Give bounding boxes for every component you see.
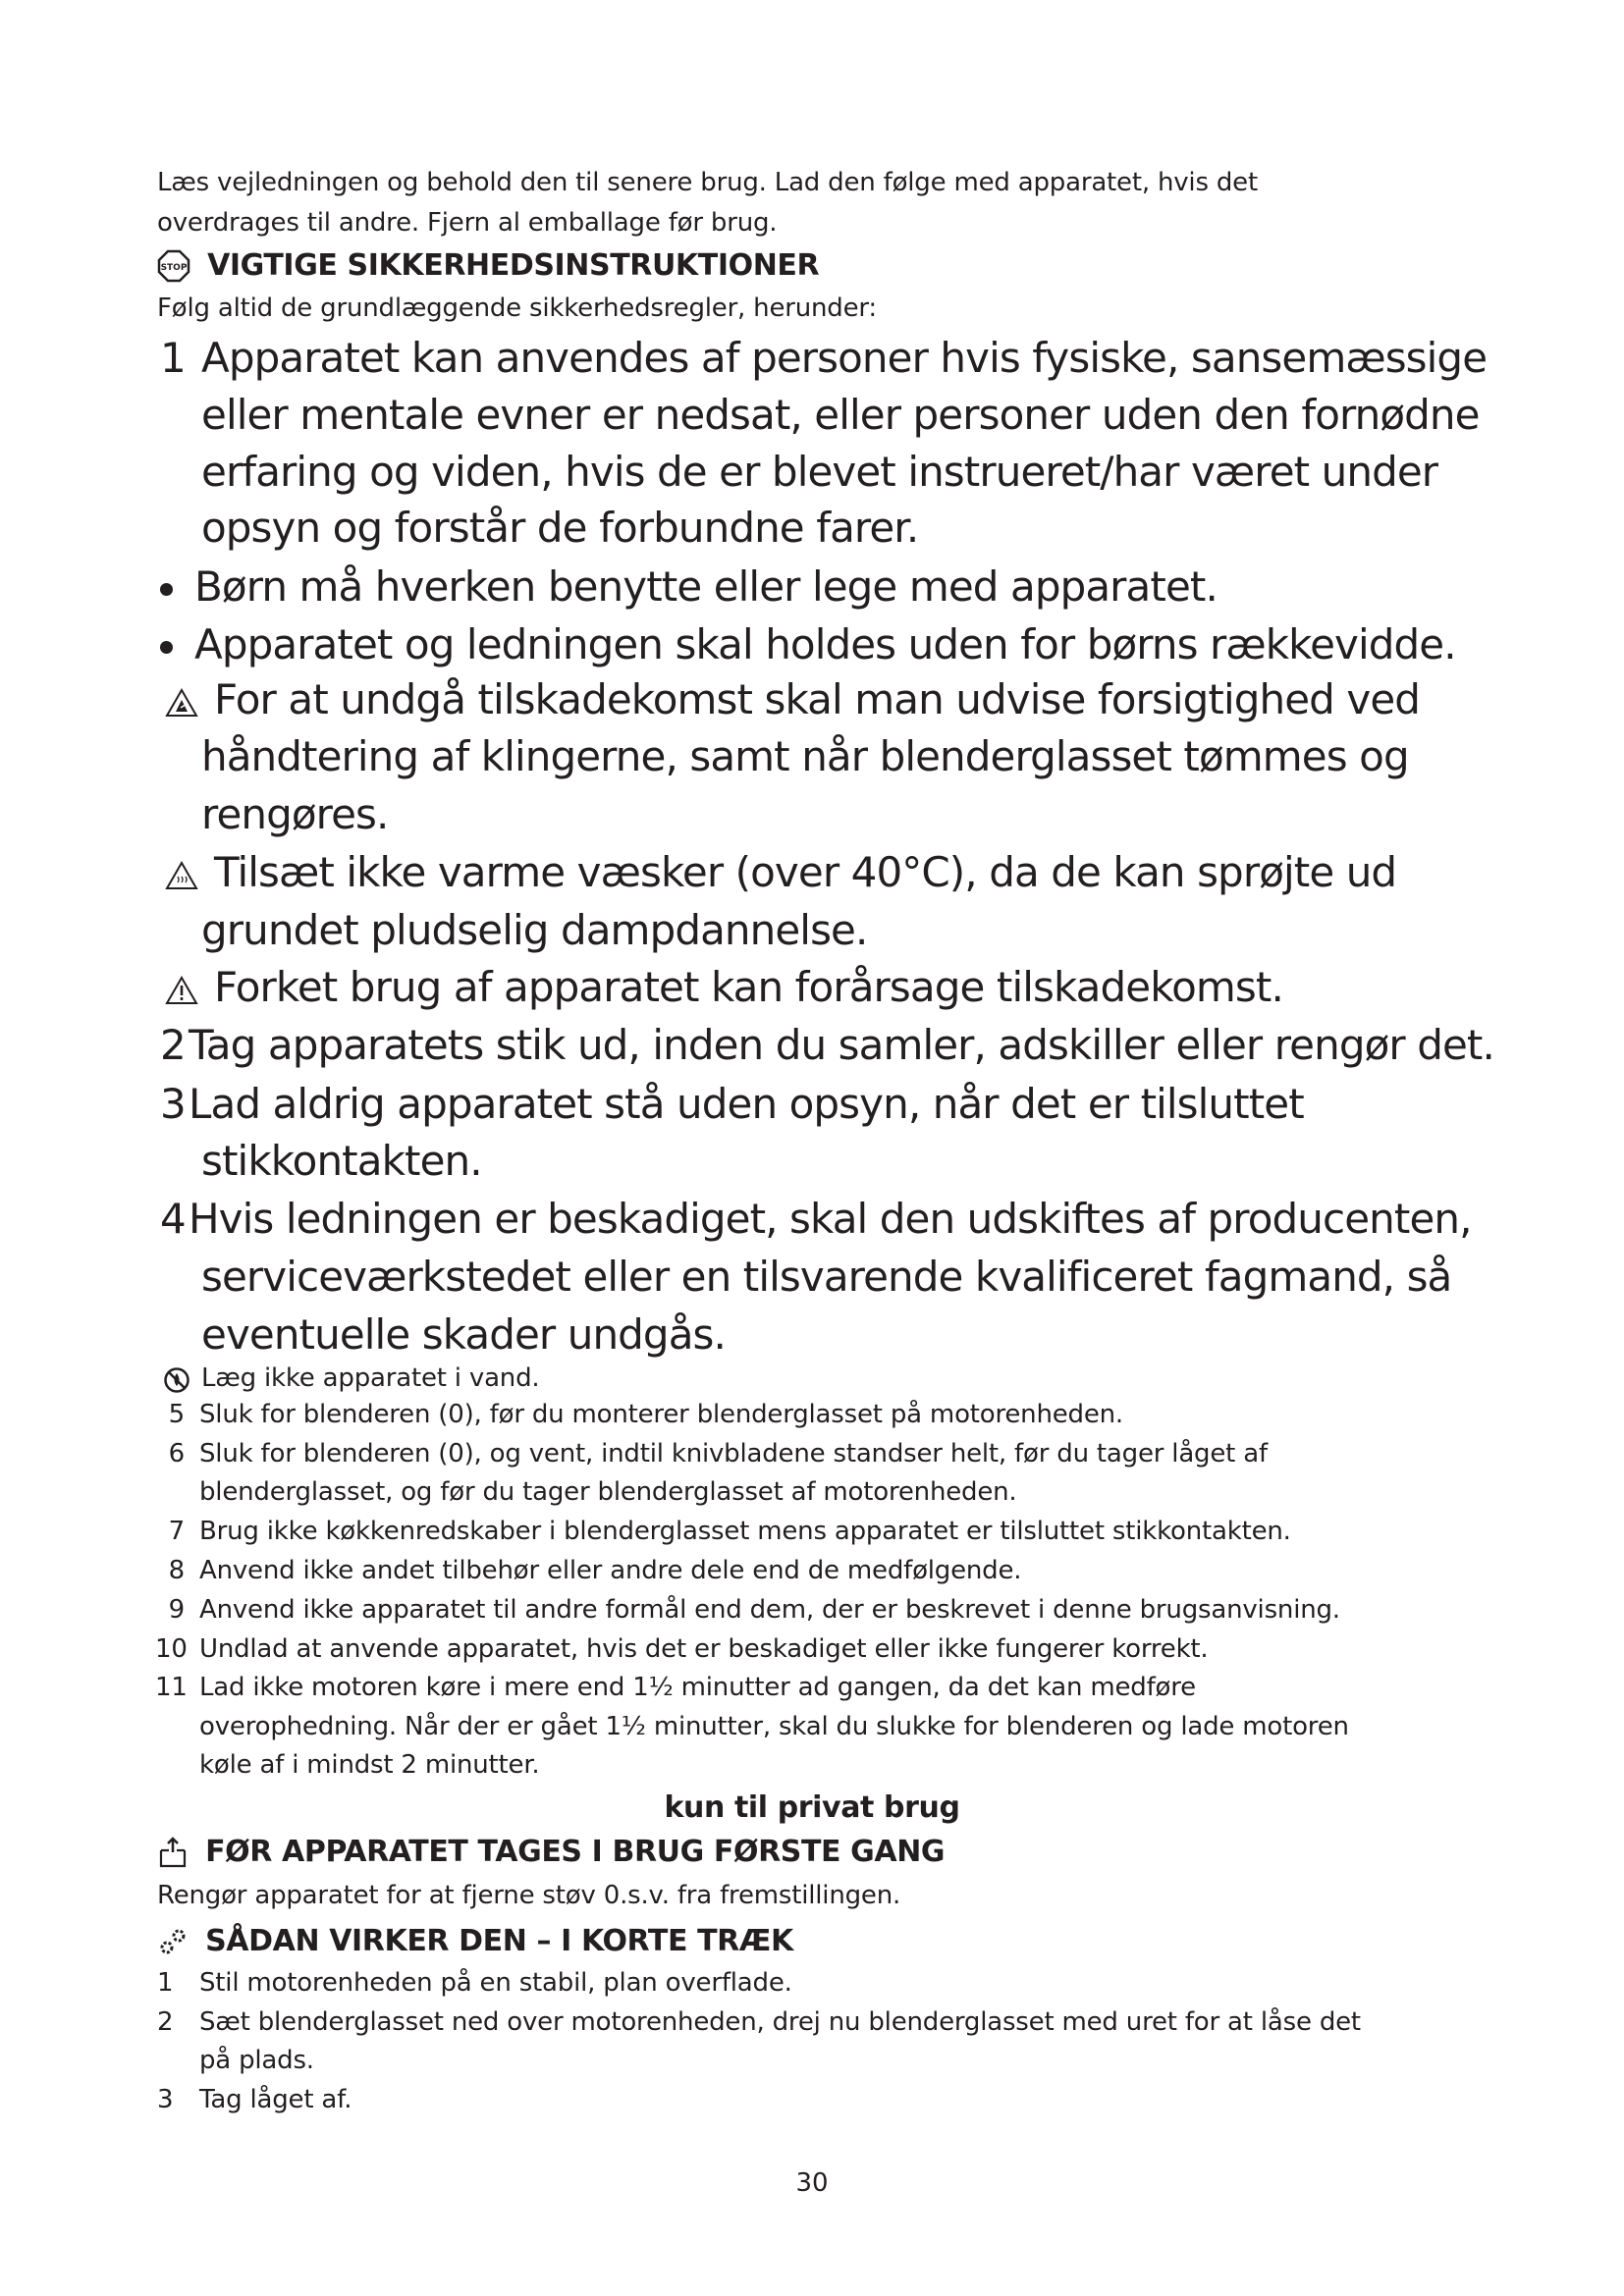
how-it-works-heading-row: [157, 1924, 793, 1958]
step-3-line-1: Tag låget af.: [199, 2085, 352, 2114]
misuse-warning-icon: [165, 976, 198, 1005]
item-4-line-3: eventuelle skader undgås.: [201, 1310, 726, 1359]
item-1-number: 1: [160, 334, 186, 382]
small-item-9-line-1: Anvend ikke apparatet til andre formål end dem, der er beskrevet i denne brugsanvisning.: [199, 1595, 1340, 1625]
first-use-heading-row: [157, 1835, 945, 1869]
misuse-warning-text: Forket brug af apparatet kan forårsage tilskadekomst.: [214, 963, 1283, 1011]
hot-liquid-warning-line-2: grundet pludselig dampdannelse.: [201, 906, 868, 954]
stop-icon: [157, 249, 190, 283]
step-2-number: 2: [157, 2007, 174, 2037]
bullet-icon: [160, 641, 173, 654]
safety-heading-row: [157, 248, 819, 283]
item-4-number: 4: [160, 1195, 186, 1243]
safety-subheading: Følg altid de grundlæggende sikkerhedsregler, herunder:: [157, 294, 877, 323]
small-item-6-line-1: Sluk for blenderen (0), og vent, indtil knivbladene standser helt, før du tager låget af: [199, 1439, 1268, 1468]
hot-liquid-warning-icon: [165, 861, 198, 890]
svg-text:STOP: STOP: [160, 262, 188, 273]
item-1-line-1: Apparatet kan anvendes af personer hvis fysiske, sansemæssige: [201, 334, 1488, 382]
safety-heading: VIGTIGE SIKKERHEDSINSTRUKTIONER: [207, 248, 820, 283]
no-water-text: Læg ikke apparatet i vand.: [201, 1363, 540, 1393]
how-it-works-heading: SÅDAN VIRKER DEN – I KORTE TRÆK: [205, 1924, 793, 1958]
step-2-line-2: på plads.: [199, 2046, 314, 2075]
intro-line-1: Læs vejledningen og behold den til senere brug. Lad den følge med apparatet, hvis det: [157, 168, 1258, 197]
item-1-line-3: erfaring og viden, hvis de er blevet instrueret/har været under: [201, 448, 1438, 496]
blade-warning-line-3: rengøres.: [201, 790, 389, 838]
intro-line-2: overdrages til andre. Fjern al emballage før brug.: [157, 208, 778, 238]
small-item-5-line-1: Sluk for blenderen (0), før du monterer blenderglasset på motorenheden.: [199, 1400, 1123, 1429]
step-1-line-1: Stil motorenheden på en stabil, plan overflade.: [199, 1968, 792, 1998]
private-use-note: kun til privat brug: [664, 1790, 960, 1825]
step-1-number: 1: [157, 1968, 174, 1998]
item-3-line-2: stikkontakten.: [201, 1137, 482, 1185]
small-item-11-line-1: Lad ikke motoren køre i mere end 1½ minutter ad gangen, da det kan medføre: [199, 1673, 1196, 1702]
small-item-11-line-3: køle af i mindst 2 minutter.: [199, 1750, 540, 1780]
item-2-text: Tag apparatets stik ud, inden du samler, adskiller eller rengør det.: [189, 1021, 1494, 1069]
item-1-line-2: eller mentale evner er nedsat, eller personer uden den fornødne: [201, 391, 1480, 439]
item-4-line-1: Hvis ledningen er beskadiget, skal den udskiftes af producenten,: [189, 1195, 1472, 1243]
bullet-icon: [160, 583, 173, 596]
bullet-item-2: Apparatet og ledningen skal holdes uden for børns rækkevidde.: [160, 620, 1456, 668]
blade-warning-line-1: For at undgå tilskadekomst skal man udvise forsigtighed ved: [214, 675, 1421, 723]
hot-liquid-warning-line-1: Tilsæt ikke varme væsker (over 40°C), da de kan sprøjte ud: [214, 848, 1397, 896]
blade-warning-icon: [165, 688, 198, 718]
first-use-icon: [157, 1837, 189, 1868]
bullet-item-1: Børn må hverken benytte eller lege med apparatet.: [160, 562, 1218, 611]
item-1-line-4: opsyn og forstår de forbundne farer.: [201, 504, 919, 552]
manual-page: Læs vejledningen og behold den til senere brug. Lad den følge med apparatet, hvis det overdrages til andre. Fjern al emballage før brug. STOP VIGTIGE SIKKERHEDSINSTRUKTIONER Følg altid de grundlæggende sikkerhedsregler, herunder: 1 Apparatet kan anvendes af personer hvis fysiske, sansemæssige eller mentale evner er nedsat, eller personer uden den fornødne erfaring og viden, hvis de er blevet instrueret/har været under opsyn og forstår de forbundne farer. Børn må hverken benytte eller lege med apparatet. Apparatet og ledningen skal holdes uden for børns rækkevidde. For at undgå tilskadekomst skal man udvise forsigtighed ved håndtering af klingerne, samt når blenderglasset tømmes og rengøres. Tilsæt ikke varme væsker (over 40°C), da de kan sprøjte ud grundet pludselig dampdannelse. Forket brug af apparatet kan forårsage tilskadekomst. 2 Tag apparatets stik ud, inden du samler, adskiller eller rengør det. 3 Lad aldrig apparatet stå uden opsyn, når det er tilsluttet stikkontakten. 4 Hvis ledningen er beskadiget, skal den udskiftes af producenten, serviceværkstedet eller en tilsvarende kvalificeret fagmand, så eventuelle skader undgås. Læg ikke apparatet i vand. 5 Sluk for blenderen (0), før du monterer blenderglasset på motorenheden. 6 Sluk for blenderen (0), og vent, indtil knivbladene standser helt, før du tager låget af blenderglasset, og før du tager blenderglasset af motorenheden. 7 Brug ikke køkkenredskaber i blenderglasset mens apparatet er tilsluttet stikkontakten. 8 Anvend ikke andet tilbehør eller andre dele end de medfølgende. 9 Anvend ikke apparatet til andre formål end dem, der er beskrevet i denne brugsanvisning. 10 Undlad at anvende apparatet, hvis det er beskadiget eller ikke fungerer korrekt. 11 Lad ikke motoren køre i mere end 1½ minutter ad gangen, da det kan medføre overophedning. Når der er gået 1½ minutter, skal du slukke for blenderen og lade motoren køle af i mindst 2 minutter. kun til privat brug FØR APPARATET TAGES I BRUG FØRSTE GANG Rengør apparatet for at fjerne støv 0.s.v. fra fremstillingen. SÅDAN VIRKER DEN – I KORTE TRÆK 1 Stil motorenheden på en stabil, plan overflade. 2 Sæt blenderglasset ned over motorenheden, drej nu blenderglasset med uret for at låse det på plads. 3 Tag låget af. 30: [0, 0, 1624, 2296]
small-item-10-line-1: Undlad at anvende apparatet, hvis det er beskadiget eller ikke fungerer korrekt.: [199, 1634, 1209, 1664]
small-item-7-line-1: Brug ikke køkkenredskaber i blenderglasset mens apparatet er tilsluttet stikkontakten.: [199, 1517, 1291, 1546]
small-item-8-line-1: Anvend ikke andet tilbehør eller andre dele end de medfølgende.: [199, 1556, 1022, 1585]
item-3-number: 3: [160, 1080, 186, 1128]
step-2-line-1: Sæt blenderglasset ned over motorenheden, drej nu blenderglasset med uret for at låse det: [199, 2007, 1361, 2037]
first-use-heading: FØR APPARATET TAGES I BRUG FØRSTE GANG: [205, 1835, 946, 1869]
page-number: 30: [795, 2168, 829, 2198]
small-item-6-line-2: blenderglasset, og før du tager blenderglasset af motorenheden.: [199, 1477, 1017, 1507]
item-2-number: 2: [160, 1021, 186, 1069]
no-water-icon: [163, 1366, 190, 1394]
step-3-number: 3: [157, 2085, 174, 2114]
item-3-line-1: Lad aldrig apparatet stå uden opsyn, når det er tilsluttet: [189, 1080, 1304, 1128]
item-4-line-2: serviceværkstedet eller en tilsvarende kvalificeret fagmand, så: [201, 1253, 1452, 1301]
gears-icon: [157, 1926, 189, 1957]
blade-warning-line-2: håndtering af klingerne, samt når blenderglasset tømmes og: [201, 732, 1409, 780]
first-use-text: Rengør apparatet for at fjerne støv 0.s.v. fra fremstillingen.: [157, 1881, 901, 1910]
small-item-11-line-2: overophedning. Når der er gået 1½ minutter, skal du slukke for blenderen og lade motoren: [199, 1712, 1349, 1741]
